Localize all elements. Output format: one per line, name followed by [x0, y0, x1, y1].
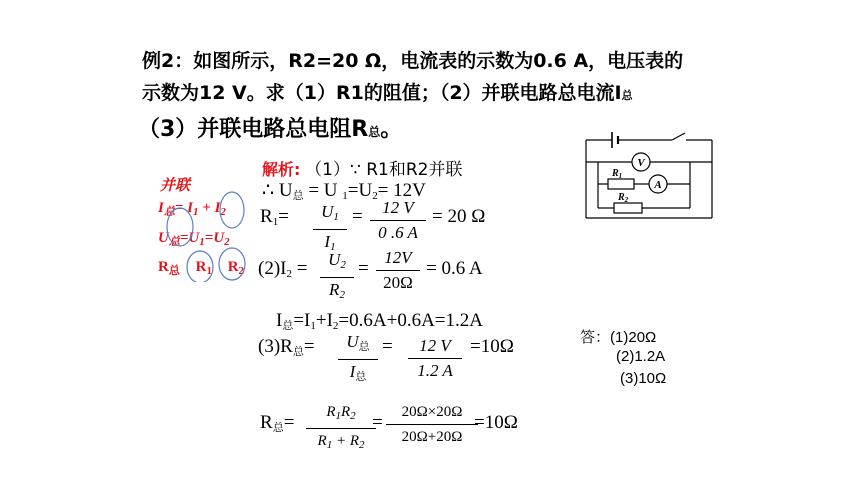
switch-lever — [672, 133, 685, 140]
r1-result: = 20 Ω — [432, 206, 486, 227]
r1-eq-2: = — [352, 206, 363, 227]
answer-line-2: (2)1.2A — [616, 348, 666, 365]
circuit-diagram — [578, 124, 720, 224]
side-heading: 并联 — [160, 178, 191, 194]
side-row-1: $I_总= I_1 + I_2$ — [158, 200, 226, 218]
r3-fraction-1: $U_总$ $I_总$ — [338, 332, 378, 387]
i2-label: $(2)I_2$ = — [258, 258, 308, 280]
side-row-3: $R_总$ $R_1$ $R_2$ — [158, 259, 245, 277]
r3-fraction-2: 12 V 1.2 A — [408, 336, 462, 381]
r4-result: =10Ω — [474, 412, 518, 433]
answer-line-1: 答：(1)20Ω — [580, 329, 657, 346]
circle-r-total — [167, 208, 193, 246]
r3-eq-2: = — [382, 336, 393, 357]
resistor-r2 — [614, 203, 642, 213]
r2-symbol-label: $R_2$ — [618, 192, 629, 204]
solution-step-1: 解析: （1）∵ R1和R2并联 — [262, 160, 463, 180]
question-line-1: 例2：如图所示，R2=20 Ω，电流表的示数为0.6 A，电压表的 — [142, 50, 684, 72]
question-line-2: 示数为12 V。求（1）R1的阻值；（2）并联电路总电流I总 — [142, 82, 633, 104]
circle-r1 — [187, 251, 213, 282]
circle-i2 — [220, 192, 244, 228]
r1-fraction-1: $U_1$ $I_1$ — [313, 202, 347, 257]
r3-result: =10Ω — [470, 336, 514, 357]
r1-symbol-label: $R_1$ — [612, 168, 623, 180]
solution-therefore: ∴ $U_总 = U$ $_1=U_2= 12V$ — [262, 180, 426, 202]
r4-fraction-1: $R_1R_2$ $R_1 + R_2$ — [306, 402, 376, 455]
i2-fraction-2: 12V 20Ω — [376, 248, 420, 293]
side-row-2: $U_总=U_1=U_2$ — [158, 230, 230, 248]
resistor-r1 — [608, 179, 634, 189]
itotal-line: $I_总=I_1+I_2=0.6A+0.6A=1.2A$ — [276, 310, 483, 332]
r1-fraction-2: 12 V 0 .6 A — [370, 198, 426, 243]
r4-eq-2: = — [372, 412, 383, 433]
i2-fraction-1: $U_2$ $R_2$ — [320, 250, 354, 305]
answer-line-3: (3)10Ω — [620, 370, 667, 387]
circle-r2 — [219, 248, 245, 280]
r3-label: $(3)R_总=$ — [258, 336, 315, 358]
side-circles — [150, 182, 250, 282]
ammeter-label: A — [654, 179, 662, 191]
voltmeter-label: V — [637, 157, 645, 169]
r4-fraction-2: 20Ω×20Ω 20Ω+20Ω — [386, 402, 478, 447]
question-line-3: （3）并联电路总电阻R总。 — [138, 117, 403, 142]
i2-result: = 0.6 A — [426, 258, 483, 279]
r4-label: $R_总=$ — [260, 412, 295, 434]
i2-eq-2: = — [358, 258, 369, 279]
r1-label: $R_1=$ — [260, 206, 289, 228]
